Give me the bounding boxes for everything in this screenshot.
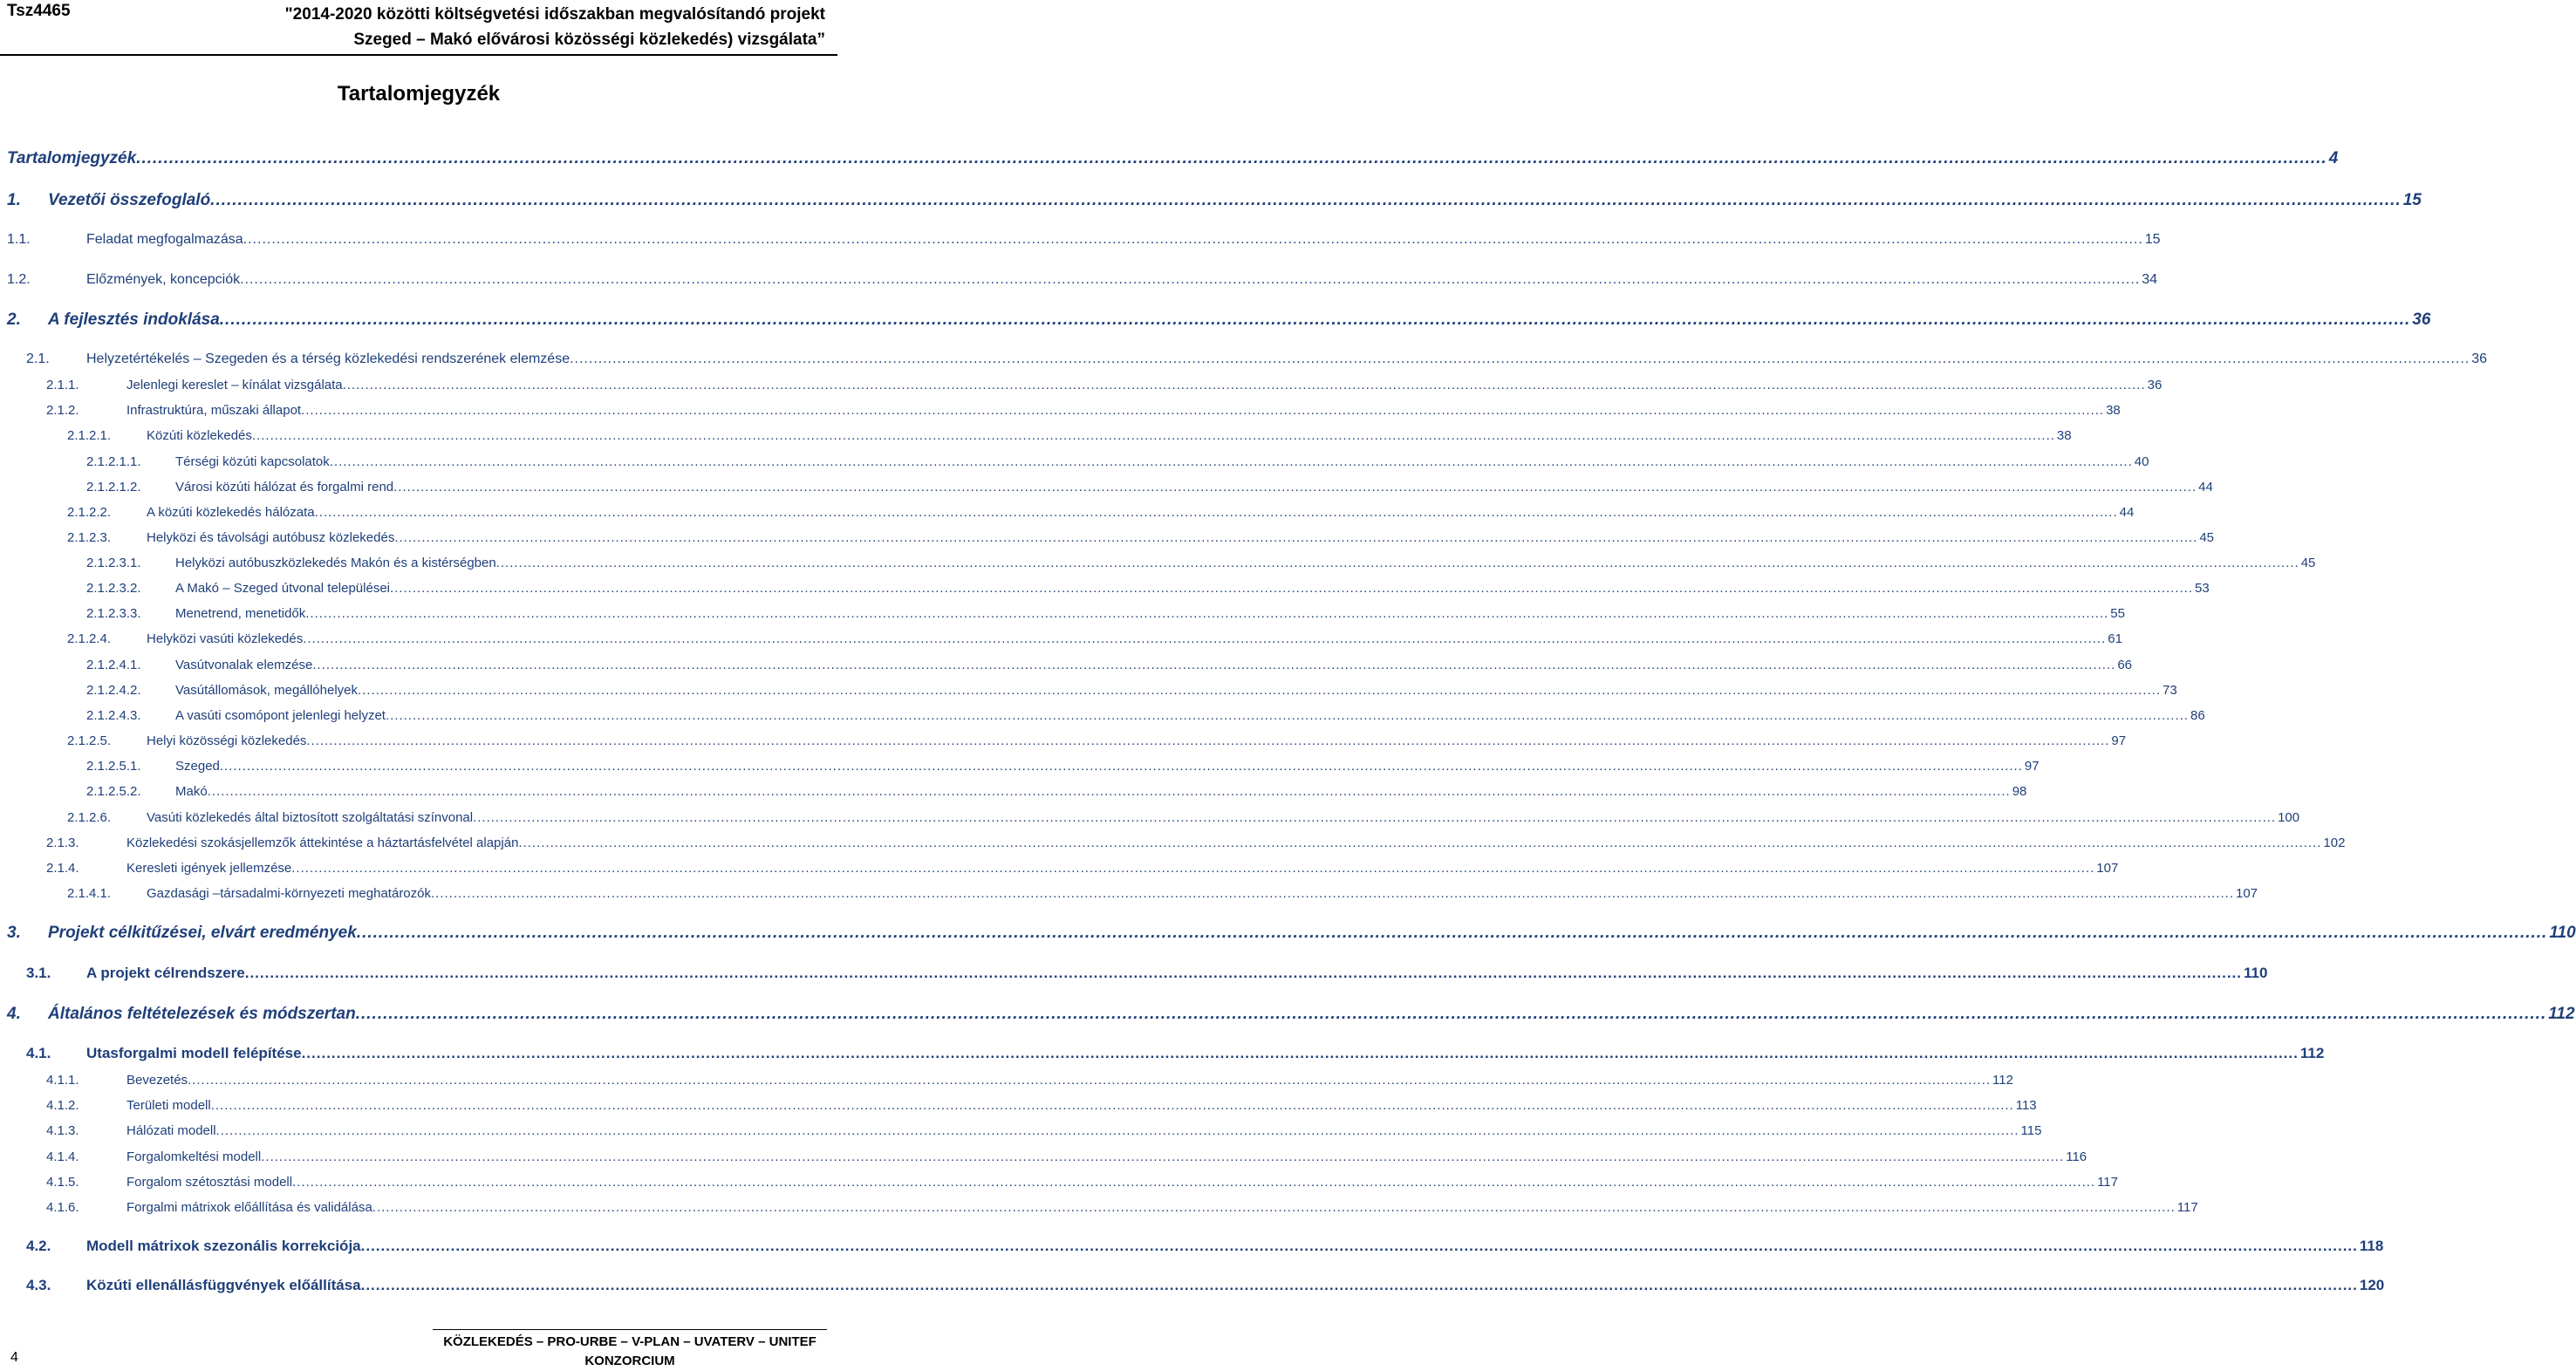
toc-leader-dots: ................................................................................................................................................................................................................................................................................................................................................................................................................ [495,556,2299,570]
toc-entry-number: 2.1.3. [46,836,79,850]
toc-entry-number: 4.1. [26,1045,51,1061]
toc-entry-page: 112 [1992,1073,2013,1088]
toc-entry[interactable] [0,504,2135,525]
toc-entry-page: 36 [2471,351,2488,366]
toc-entry[interactable] [0,1097,2037,1118]
toc-entry-number: 2.1.1. [46,378,79,392]
toc-entry[interactable] [0,1174,2118,1195]
toc-entry-number: 2.1.2.3.3. [86,606,141,621]
toc-entry-title: Városi közúti hálózat és forgalmi rend [175,480,394,495]
toc-entry[interactable] [0,1044,2325,1065]
toc-entry-number: 2.1.2.3.1. [86,556,141,570]
toc-entry[interactable] [0,758,2040,779]
toc-entry-title: A közúti közlekedés hálózata [147,505,315,520]
toc-entry-title: Térségi közúti kapcsolatok [175,454,330,469]
toc-entry-title: Makó [175,784,208,799]
toc-entry-number: 2.1. [26,351,50,366]
toc-leader-dots: ................................................................................................................................................................................................................................................................................................................................................................................................................ [312,658,2116,672]
document-code: Tsz4465 [7,2,71,20]
toc-entry-title: Vasútvonalak elemzése [175,658,313,672]
toc-entry[interactable] [0,964,2268,985]
toc-leader-dots: ................................................................................................................................................................................................................................................................................................................................................................................................................ [261,1149,2065,1164]
toc-entry-page: 110 [2244,965,2268,981]
toc-entry-title: Általános feltételezések és módszertan [48,1005,356,1023]
toc-entry-title: Vasútállomások, megállóhelyek [175,683,358,698]
toc-leader-dots: ................................................................................................................................................................................................................................................................................................................................................................................................................ [291,861,2095,876]
toc-entry-page: 44 [2119,505,2135,520]
toc-entry-page: 113 [2015,1098,2037,1113]
toc-entry-number: 2.1.4. [46,861,79,876]
toc-entry[interactable] [0,885,2258,906]
toc-entry[interactable] [0,529,2215,550]
toc-entry-number: 2.1.2.6. [67,810,112,825]
page-header [0,0,837,56]
toc-entry-title: Projekt célkitűzései, elvárt eredmények [48,924,357,942]
toc-entry-page: 115 [2020,1123,2042,1138]
toc-entry-title: Előzmények, koncepciók [86,272,241,287]
toc-entry[interactable] [0,605,2125,626]
toc-entry-title: Utasforgalmi modell felépítése [86,1045,302,1061]
toc-entry-page: 107 [2096,861,2119,876]
toc-entry-number: 1. [7,191,21,209]
toc-leader-dots: ................................................................................................................................................................................................................................................................................................................................................................................................................ [219,759,2023,774]
toc-leader-dots: ................................................................................................................................................................................................................................................................................................................................................................................................................ [303,631,2107,646]
toc-leader-dots: ................................................................................................................................................................................................................................................................................................................................................................................................................ [188,1073,1992,1088]
toc-entry[interactable] [0,454,2149,474]
toc-leader-dots: ................................................................................................................................................................................................................................................................................................................................................................................................................ [240,272,2141,287]
toc-entry-title: Forgalom szétosztási modell [126,1175,293,1190]
toc-entry[interactable] [0,377,2163,398]
toc-entry-title: Bevezetés [126,1073,188,1088]
toc-leader-dots: ................................................................................................................................................................................................................................................................................................................................................................................................................ [570,351,2470,366]
toc-leader-dots: ................................................................................................................................................................................................................................................................................................................................................................................................................ [394,530,2198,545]
toc-leader-dots: ................................................................................................................................................................................................................................................................................................................................................................................................................ [305,606,2109,621]
toc-entry-number: 2.1.2.4.1. [86,658,141,672]
toc-leader-dots: ................................................................................................................................................................................................................................................................................................................................................................................................................ [360,1277,2358,1293]
toc-leader-dots: ................................................................................................................................................................................................................................................................................................................................................................................................................ [301,403,2105,418]
toc-entry-title: Közúti közlekedés [147,428,252,443]
toc-leader-dots: ................................................................................................................................................................................................................................................................................................................................................................................................................ [518,836,2322,850]
toc-entry-page: 45 [2199,530,2215,545]
toc-entry-page: 66 [2117,658,2132,672]
toc-entry-title: Keresleti igények jellemzése [126,861,292,876]
toc-entry-number: 2. [7,310,21,329]
toc-entry-number: 2.1.2.3. [67,530,112,545]
toc-entry[interactable] [0,479,2213,500]
toc-entry-number: 2.1.2. [46,403,79,418]
footer-consortium-line-2: KONZORCIUM [584,1354,675,1368]
toc-entry-title: A projekt célrendszere [86,965,245,981]
toc-entry[interactable] [0,190,2422,211]
toc-entry-title: A vasúti csomópont jelenlegi helyzet [175,708,386,723]
toc-entry-number: 4.2. [26,1238,51,1254]
header-title [215,2,825,52]
toc-entry-page: 44 [2198,480,2213,495]
toc-entry-page: 45 [2300,556,2316,570]
toc-entry-page: 4 [2328,149,2339,167]
toc-leader-dots: ................................................................................................................................................................................................................................................................................................................................................................................................................ [393,480,2197,495]
toc-entry-number: 2.1.2.1.1. [86,454,141,469]
toc-entry-page: 38 [2106,403,2121,418]
toc-entry-number: 1.2. [7,272,31,287]
toc-entry-number: 1.1. [7,232,31,247]
toc-entry[interactable] [0,402,2121,423]
toc-entry[interactable] [0,1237,2384,1258]
toc-entry-title: Hálózati modell [126,1123,216,1138]
toc-leader-dots: ................................................................................................................................................................................................................................................................................................................................................................................................................ [251,428,2055,443]
toc-entry-number: 3. [7,924,21,942]
toc-leader-dots: ................................................................................................................................................................................................................................................................................................................................................................................................................ [215,1123,2019,1138]
toc-entry-page: 117 [2097,1175,2118,1190]
toc-leader-dots: ................................................................................................................................................................................................................................................................................................................................................................................................................ [473,810,2277,825]
toc-entry-number: 2.1.2.5.1. [86,759,141,774]
toc-entry[interactable] [0,230,2161,251]
page-title: Tartalomjegyzék [337,82,501,106]
toc-leader-dots: ................................................................................................................................................................................................................................................................................................................................................................................................................ [136,149,2327,167]
toc-entry[interactable] [0,682,2177,703]
header-title-line-2: Szeged – Makó elővárosi közösségi közlekedés) vizsgálata” [353,31,825,49]
toc-entry-title: Vasúti közlekedés által biztosított szolgáltatási színvonal [147,810,474,825]
toc-entry[interactable] [0,1199,2198,1220]
toc-entry-page: 38 [2056,428,2072,443]
toc-entry-number: 2.1.2.2. [67,505,112,520]
toc-leader-dots: ................................................................................................................................................................................................................................................................................................................................................................................................................ [243,232,2143,247]
toc-entry[interactable] [0,427,2072,448]
toc-entry[interactable] [0,1122,2042,1143]
toc-entry-page: 61 [2108,631,2122,646]
toc-entry-title: A fejlesztés indoklása [48,310,220,329]
toc-entry-page: 15 [2402,191,2422,209]
toc-entry-page: 55 [2110,606,2125,621]
toc-entry[interactable] [0,809,2300,830]
toc-entry-title: Helyközi vasúti közlekedés [147,631,304,646]
toc-entry[interactable] [0,1149,2087,1170]
toc-entry-title: Helyközi és távolsági autóbusz közlekedés [147,530,395,545]
toc-leader-dots: ................................................................................................................................................................................................................................................................................................................................................................................................................ [358,683,2161,698]
toc-entry-page: 97 [2024,759,2040,774]
toc-entry-title: Jelenlegi kereslet – kínálat vizsgálata [126,378,343,392]
toc-entry-title: Helyi közösségi közlekedés [147,733,307,748]
toc-leader-dots: ................................................................................................................................................................................................................................................................................................................................................................................................................ [356,924,2548,942]
toc-leader-dots: ................................................................................................................................................................................................................................................................................................................................................................................................................ [306,733,2110,748]
toc-entry-title: Tartalomjegyzék [7,149,137,167]
toc-leader-dots: ................................................................................................................................................................................................................................................................................................................................................................................................................ [355,1005,2547,1023]
toc-entry-page: 100 [2278,810,2300,825]
toc-entry-page: 110 [2549,924,2576,942]
toc-entry-number: 4.1.3. [46,1123,79,1138]
toc-entry-title: Közlekedési szokásjellemzők áttekintése a háztartásfelvétel alapján [126,836,519,850]
toc-entry-page: 73 [2163,683,2177,698]
toc-entry[interactable] [0,783,2027,804]
toc-leader-dots: ................................................................................................................................................................................................................................................................................................................................................................................................................ [292,1175,2096,1190]
toc-entry-page: 120 [2359,1277,2385,1293]
toc-entry-number: 2.1.2.5.2. [86,784,141,799]
toc-entry-title: Helyközi autóbuszközlekedés Makón és a kistérségben [175,556,496,570]
toc-entry-title: Vezetői összefoglaló [48,191,211,209]
toc-entry-page: 102 [2323,836,2346,850]
toc-entry-title: Menetrend, menetidők [175,606,306,621]
toc-entry[interactable] [0,148,2339,169]
toc-entry-page: 112 [2299,1045,2325,1061]
toc-entry[interactable] [0,835,2346,856]
toc-entry-page: 86 [2190,708,2205,723]
footer-divider [433,1329,827,1330]
toc-entry-title: Feladat megfogalmazása [86,232,243,247]
toc-entry-number: 2.1.2.4.2. [86,683,141,698]
toc-entry[interactable] [0,707,2205,728]
toc-entry[interactable] [0,580,2210,601]
toc-leader-dots: ................................................................................................................................................................................................................................................................................................................................................................................................................ [431,886,2234,901]
toc-entry-page: 118 [2359,1238,2384,1254]
toc-entry-page: 15 [2144,232,2161,247]
toc-entry-title: Közúti ellenállásfüggvények előállítása [86,1277,361,1293]
header-title-line-1: "2014-2020 közötti költségvetési időszakban megvalósítandó projekt [284,5,825,24]
toc-entry-title: Forgalomkeltési modell [126,1149,262,1164]
toc-leader-dots: ................................................................................................................................................................................................................................................................................................................................................................................................................ [342,378,2146,392]
footer-consortium [433,1333,827,1371]
toc-entry-number: 4.1.1. [46,1073,79,1088]
toc-leader-dots: ................................................................................................................................................................................................................................................................................................................................................................................................................ [210,1098,2014,1113]
toc-entry[interactable] [0,1276,2385,1297]
toc-entry-title: Modell mátrixok szezonális korrekciója [86,1238,361,1254]
toc-entry-number: 4.1.2. [46,1098,79,1113]
toc-entry-number: 2.1.2.1. [67,428,112,443]
toc-entry-page: 117 [2176,1200,2198,1215]
toc-leader-dots: ................................................................................................................................................................................................................................................................................................................................................................................................................ [360,1238,2358,1254]
toc-entry-number: 4.1.4. [46,1149,79,1164]
toc-entry-page: 34 [2142,272,2158,287]
toc-entry[interactable] [0,270,2158,291]
toc-leader-dots: ................................................................................................................................................................................................................................................................................................................................................................................................................ [219,310,2411,329]
toc-entry-page: 40 [2134,454,2149,469]
toc-leader-dots: ................................................................................................................................................................................................................................................................................................................................................................................................................ [210,191,2402,209]
toc-leader-dots: ................................................................................................................................................................................................................................................................................................................................................................................................................ [329,454,2133,469]
toc-entry-number: 2.1.4.1. [67,886,112,901]
toc-entry-page: 112 [2548,1005,2575,1023]
toc-entry[interactable] [0,1072,2013,1093]
toc-entry-page: 97 [2111,733,2127,748]
toc-entry[interactable] [0,923,2576,944]
toc-entry-title: Szeged [175,759,220,774]
toc-entry[interactable] [0,860,2119,881]
toc-leader-dots: ................................................................................................................................................................................................................................................................................................................................................................................................................ [390,581,2193,596]
toc-leader-dots: ................................................................................................................................................................................................................................................................................................................................................................................................................ [244,965,2242,981]
toc-entry[interactable] [0,310,2431,331]
toc-entry[interactable] [0,733,2127,754]
toc-entry-page: 36 [2412,310,2431,329]
toc-entry-title: Forgalmi mátrixok előállítása és validálása [126,1200,372,1215]
toc-entry-number: 3.1. [26,965,51,981]
toc-leader-dots: ................................................................................................................................................................................................................................................................................................................................................................................................................ [372,1200,2176,1215]
toc-entry[interactable] [0,555,2316,576]
footer-consortium-line-1: KÖZLEKEDÉS – PRO-URBE – V-PLAN – UVATERV – UNITEF [443,1334,817,1349]
toc-entry-title: Területi modell [126,1098,211,1113]
toc-entry[interactable] [0,1004,2575,1025]
toc-entry-title: Infrastruktúra, műszaki állapot [126,403,302,418]
toc-entry-page: 36 [2147,378,2163,392]
toc-leader-dots: ................................................................................................................................................................................................................................................................................................................................................................................................................ [207,784,2011,799]
toc-entry-number: 4.1.5. [46,1175,79,1190]
toc-entry-number: 2.1.2.1.2. [86,480,141,495]
toc-entry-number: 4.1.6. [46,1200,79,1215]
toc-entry-title: A Makó – Szeged útvonal települései [175,581,390,596]
toc-leader-dots: ................................................................................................................................................................................................................................................................................................................................................................................................................ [314,505,2118,520]
toc-entry-title: Helyzetértékelés – Szegeden és a térség közlekedési rendszerének elemzése [86,351,571,366]
toc-entry[interactable] [0,350,2488,371]
toc-entry-number: 2.1.2.3.2. [86,581,141,596]
toc-entry-page: 107 [2236,886,2258,901]
toc-entry-page: 53 [2195,581,2210,596]
toc-entry-number: 4.3. [26,1277,51,1293]
toc-entry-number: 2.1.2.4. [67,631,112,646]
toc-entry-number: 2.1.2.4.3. [86,708,141,723]
toc-entry-page: 116 [2066,1149,2087,1164]
footer-page-number: 4 [10,1350,18,1365]
toc-entry-title: Gazdasági –társadalmi-környezeti meghatározók [147,886,431,901]
toc-leader-dots: ................................................................................................................................................................................................................................................................................................................................................................................................................ [301,1045,2299,1061]
toc-entry-number: 2.1.2.5. [67,733,112,748]
toc-entry[interactable] [0,657,2132,678]
toc-entry[interactable] [0,631,2122,651]
toc-entry-page: 98 [2012,784,2027,799]
toc-entry-number: 4. [7,1005,21,1023]
toc-leader-dots: ................................................................................................................................................................................................................................................................................................................................................................................................................ [385,708,2189,723]
